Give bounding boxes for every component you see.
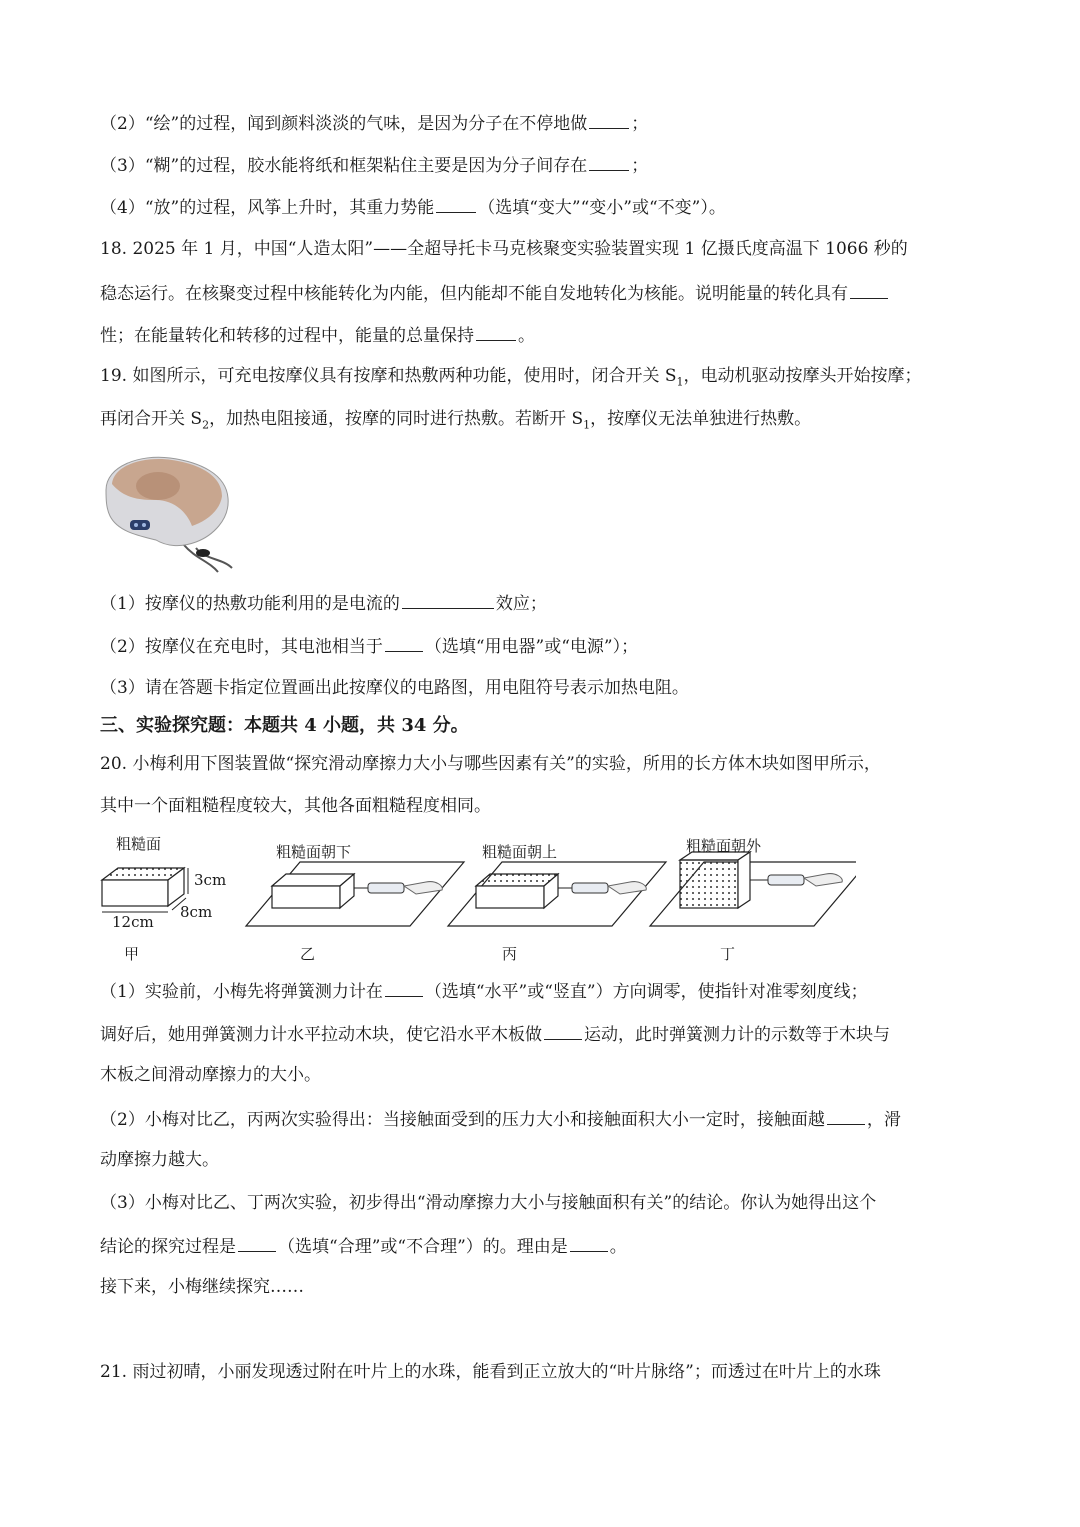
q20-part3-line1: （3）小梅对比乙、丁两次实验，初步得出“滑动摩擦力大小与接触面积有关”的结论。你认为她得出这个 [100, 1193, 877, 1213]
q19-part1 [100, 590, 547, 616]
q19-part3: （3）请在答题卡指定位置画出此按摩仪的电路图，用电阻符号表示加热电阻。 [100, 678, 689, 698]
q18-line3-text: 性；在能量转化和转移的过程中，能量的总量保持 [100, 326, 474, 346]
answer-blank[interactable] [850, 280, 888, 299]
label-height: 3cm [194, 871, 227, 889]
answer-blank[interactable] [544, 1021, 582, 1040]
q20-part2-line2: 动摩擦力越大。 [100, 1150, 219, 1170]
section-heading: 三、实验探究题：本题共 4 小题，共 34 分。 [100, 715, 469, 736]
q17-part3-text: （3）“糊”的过程，胶水能将纸和框架粘住主要是因为分子间存在 [100, 156, 588, 176]
label-yi: 乙 [300, 945, 316, 963]
answer-blank[interactable] [385, 978, 423, 997]
answer-blank[interactable] [238, 1233, 276, 1252]
q20-part2-tail: ，滑 [866, 1110, 901, 1130]
subscript: 1 [676, 375, 684, 389]
q18-line2 [100, 280, 890, 306]
q19-line1 [100, 364, 922, 394]
answer-blank[interactable] [589, 152, 629, 171]
q17-part4 [100, 194, 726, 220]
q19-part2 [100, 633, 638, 659]
q20-part1-tail: （选填“水平”或“竖直”）方向调零，使指针对准零刻度线； [424, 982, 868, 1002]
q19-line2-c: ，按摩仪无法单独进行热敷。 [590, 409, 812, 429]
answer-blank[interactable] [827, 1106, 865, 1125]
q20-part3-mid: （选填“合理”或“不合理”）的。理由是 [278, 1237, 568, 1257]
q19-part1-tail: 效应； [495, 594, 547, 614]
q18-line1: 18. 2025 年 1 月，中国“人造太阳”——全超导托卡马克核聚变实验装置实现 1 亿摄氏度高温下 1066 秒的 [100, 239, 908, 259]
q19-part2-tail: （选填“用电器”或“电源”）； [424, 637, 639, 657]
answer-blank[interactable] [589, 110, 629, 129]
answer-blank[interactable] [570, 1233, 608, 1252]
q18-line2-text: 稳态运行。在核聚变过程中核能转化为内能，但内能却不能自发地转化为核能。说明能量的转化具有 [100, 284, 848, 304]
setup-bing [448, 862, 666, 926]
q20-line2: 其中一个面粗糙程度较大，其他各面粗糙程度相同。 [100, 796, 491, 816]
q19-line2-a: 再闭合开关 S [100, 409, 203, 429]
label-bing: 丙 [502, 945, 518, 963]
massager-image [100, 450, 238, 578]
q18-line3-tail: 。 [518, 326, 535, 346]
q19-part2-text: （2）按摩仪在充电时，其电池相当于 [100, 637, 383, 657]
setup-ding [650, 852, 856, 926]
q21-line1: 21. 雨过初晴，小丽发现透过附在叶片上的水珠，能看到正立放大的“叶片脉络”；而透过在叶片上的水珠 [100, 1362, 881, 1382]
q20-part1-tail2: 运动，此时弹簧测力计的示数等于木块与 [584, 1025, 890, 1045]
label-jia: 甲 [124, 945, 140, 963]
label-rough-face: 粗糙面 [116, 835, 162, 853]
answer-blank[interactable] [436, 194, 476, 213]
label-ding: 丁 [720, 945, 736, 963]
setup-yi [246, 862, 464, 926]
answer-blank[interactable] [385, 633, 423, 652]
q19-line2 [100, 407, 811, 437]
answer-blank[interactable] [476, 322, 516, 341]
q20-part1-line3: 木板之间滑动摩擦力的大小。 [100, 1065, 321, 1085]
q20-part1-text: （1）实验前，小梅先将弹簧测力计在 [100, 982, 383, 1002]
q20-part3-tail: 。 [609, 1237, 627, 1257]
q17-part2-text: （2）“绘”的过程，闻到颜料淡淡的气味，是因为分子在不停地做 [100, 114, 588, 134]
q20-part1-line1 [100, 978, 868, 1004]
q19-part1-text: （1）按摩仪的热敷功能利用的是电流的 [100, 594, 400, 614]
q20-part3-text: 结论的探究过程是 [100, 1237, 236, 1257]
subscript: 1 [583, 418, 591, 432]
q19-line1-b: ，电动机驱动按摩头开始按摩； [683, 366, 922, 386]
label-rough-down: 粗糙面朝下 [276, 843, 352, 861]
q20-part1-line2 [100, 1021, 890, 1047]
q20-part1-text2: 调好后，她用弹簧测力计水平拉动木块，使它沿水平木板做 [100, 1025, 542, 1045]
q17-part2 [100, 110, 648, 136]
q17-part2-tail: ； [631, 114, 649, 134]
q20-part3-line2 [100, 1233, 627, 1259]
q17-part4-text: （4）“放”的过程，风筝上升时，其重力势能 [100, 198, 435, 218]
q20-part2-line1 [100, 1106, 901, 1132]
label-width: 8cm [180, 903, 213, 921]
block-jia [102, 868, 188, 912]
q18-line3 [100, 322, 535, 348]
label-length: 12cm [112, 913, 154, 931]
q19-line2-b: ，加热电阻接通，按摩的同时进行热敷。若断开 S [209, 409, 584, 429]
q20-part2-text: （2）小梅对比乙，丙两次实验得出：当接触面受到的压力大小和接触面积大小一定时，接触面越 [100, 1110, 825, 1130]
q19-line1-a: 19. 如图所示，可充电按摩仪具有按摩和热敷两种功能，使用时，闭合开关 S [100, 366, 677, 386]
label-rough-out: 粗糙面朝外 [686, 837, 762, 855]
q17-part3 [100, 152, 648, 178]
answer-blank[interactable] [402, 590, 494, 609]
q20-continue: 接下来，小梅继续探究…… [100, 1277, 304, 1297]
q20-line1: 20. 小梅利用下图装置做“探究滑动摩擦力大小与哪些因素有关”的实验，所用的长方体木块如图甲所示， [100, 754, 881, 774]
q17-part4-tail: （选填“变大”“变小”或“不变”）。 [478, 198, 726, 218]
neck-massager-illustration [100, 450, 238, 578]
subscript: 2 [202, 418, 210, 432]
q17-part3-tail: ； [631, 156, 649, 176]
label-rough-up: 粗糙面朝上 [482, 843, 558, 861]
